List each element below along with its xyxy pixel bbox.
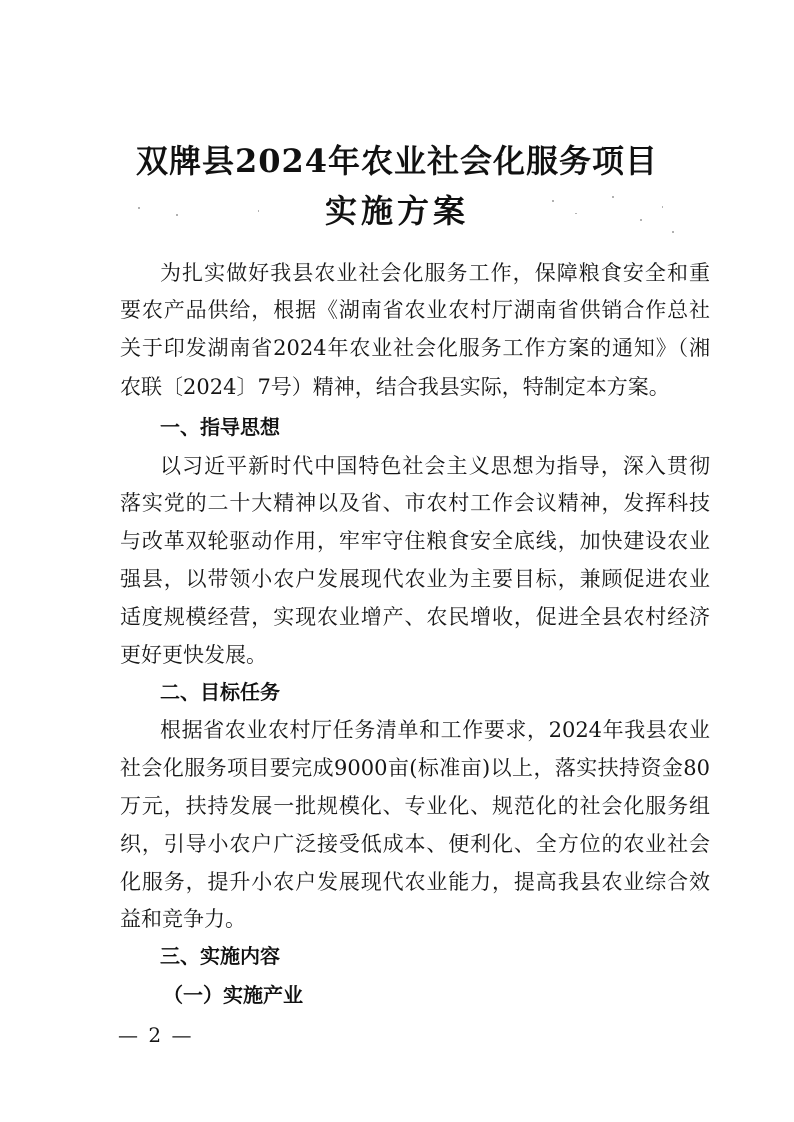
paragraph-line: 织，引导小农户广泛接受低成本、便利化、全方位的农业社会 <box>120 832 710 856</box>
page-number: — 2 — <box>118 1023 194 1047</box>
paragraph-line: 社会化服务项目要完成9000亩(标准亩)以上，落实扶持资金80 <box>120 756 710 780</box>
document-title: 双牌县2024年农业社会化服务项目 <box>135 142 659 180</box>
paragraph-line: 适度规模经营，实现农业增产、农民增收，促进全县农村经济 <box>120 605 710 629</box>
intro-line: 关于印发湖南省2024年农业社会化服务工作方案的通知》（湘 <box>120 336 710 360</box>
paragraph-line: 以习近平新时代中国特色社会主义思想为指导，深入贯彻 <box>160 454 710 478</box>
document-subtitle: 实施方案 <box>324 192 469 230</box>
section-heading: 二、目标任务 <box>160 680 280 704</box>
paragraph-line: 落实党的二十大精神以及省、市农村工作会议精神，发挥科技 <box>120 491 710 515</box>
intro-line: 为扎实做好我县农业社会化服务工作，保障粮食安全和重 <box>160 261 710 285</box>
paragraph-line: 强县，以带领小农户发展现代农业为主要目标，兼顾促进农业 <box>120 567 710 591</box>
section-heading: 一、指导思想 <box>160 415 280 439</box>
paragraph-line: 万元，扶持发展一批规模化、专业化、规范化的社会化服务组 <box>120 794 710 818</box>
paragraph-line: 与改革双轮驱动作用，牢牢守住粮食安全底线，加快建设农业 <box>120 529 710 553</box>
paragraph-line: 根据省农业农村厅任务清单和工作要求，2024年我县农业 <box>160 718 710 742</box>
paragraph-line: 更好更快发展。 <box>120 643 267 667</box>
subsection-heading: （一）实施产业 <box>163 983 303 1007</box>
paragraph-line: 益和竞争力。 <box>120 907 246 931</box>
section-heading: 三、实施内容 <box>160 944 280 968</box>
intro-line: 农联〔2024〕7号）精神，结合我县实际，特制定本方案。 <box>120 375 670 399</box>
paragraph-line: 化服务，提升小农户发展现代农业能力，提高我县农业综合效 <box>120 870 710 894</box>
intro-line: 要农产品供给，根据《湖南省农业农村厅湖南省供销合作总社 <box>120 298 710 322</box>
